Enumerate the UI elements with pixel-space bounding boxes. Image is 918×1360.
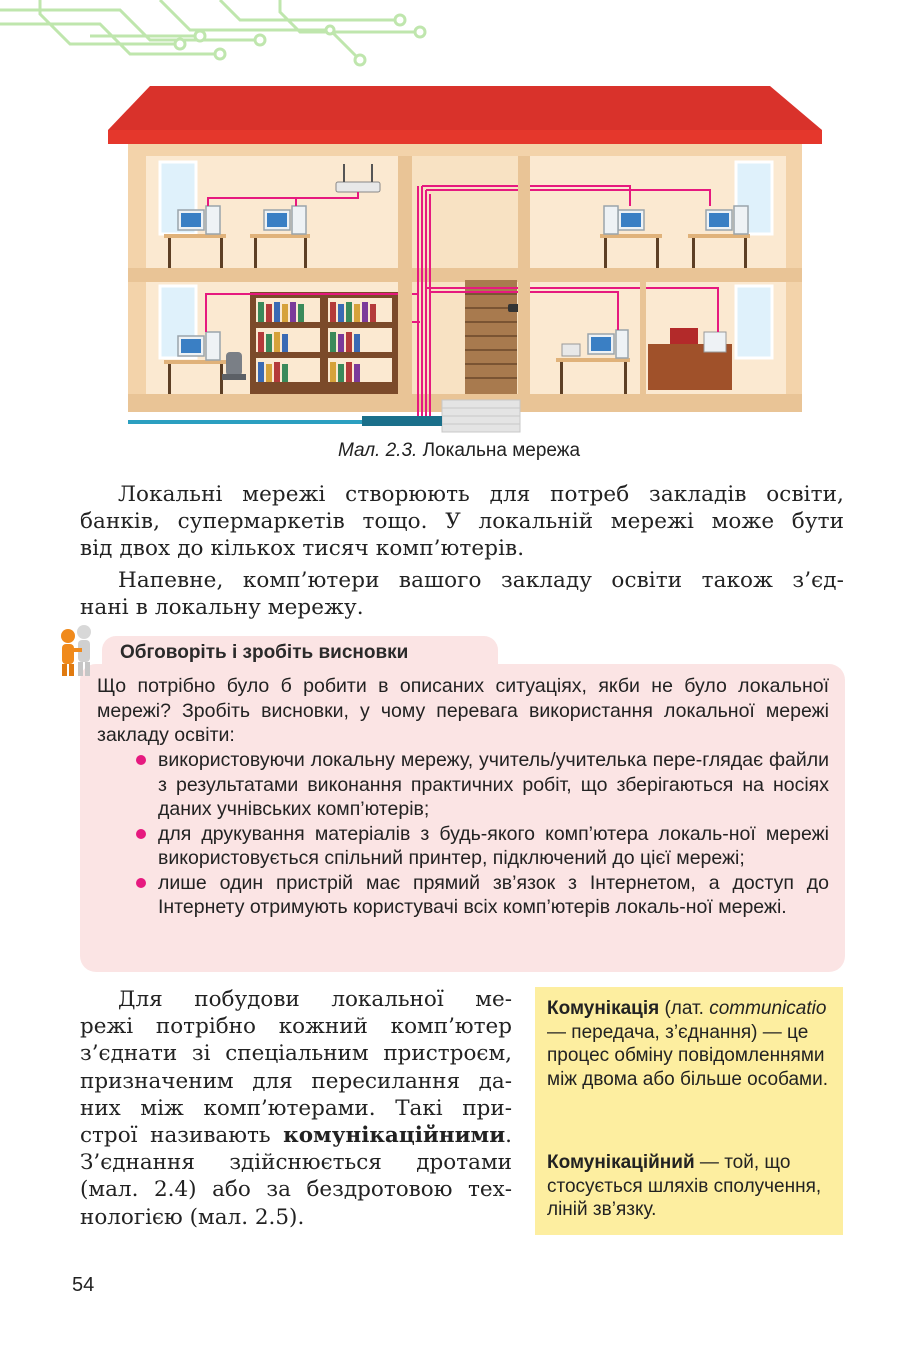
bullet-icon [136,755,146,765]
list-item [134,871,829,920]
paragraph-line [80,1122,512,1149]
paragraph-line: банків, супермаркетів тощо. У локальній мережі може бути [80,509,844,534]
paragraph-line: режі потрібно кожний комп’ютер [80,1014,512,1040]
ground-line [128,420,368,424]
discuss-title: Обговоріть і зробіть висновки [120,642,409,663]
paragraph-line: (мал. 2.4) або за бездротовою тех- [80,1177,512,1203]
paragraph-line: них між комп’ютерами. Такі при- [80,1095,512,1121]
paragraph-line: з’єднати зі спеціальним пристроєм, [80,1041,512,1067]
line-text: строї називають [80,1123,284,1149]
list-item-text: використовуючи локальну мережу, учитель/учителька пере-глядає файли з результатами виконання практичних робіт, що зберігаються на носіях даних учнівських комп’ютерів; [158,749,829,820]
bullet-icon [136,829,146,839]
paragraph-line: нологією (мал. 2.5). [80,1204,305,1230]
glossary-text: — той, що стосується шляхів сполучення, ліній зв’язку. [547,1152,822,1220]
glossary-box [535,987,843,1235]
paragraph-line: від двох до кількох тисяч комп’ютерів. [80,536,525,561]
discuss-list [134,748,829,920]
glossary-latin: communicatio [709,998,827,1019]
term-bold: комунікаційними [283,1123,506,1149]
glossary-term: Комунікація [547,998,660,1019]
paragraph-line: З’єднання здійснюється дротами [80,1150,512,1176]
list-item [134,748,829,822]
list-item-text: лише один пристрій має прямий зв’язок з Інтернетом, а доступ до Інтернету отримують користувачі всіх комп’ютерів локаль-ної мережі. [158,871,829,918]
paragraph-line: Для побудови локальної ме- [118,987,512,1012]
roof [108,86,822,130]
figure-caption [0,440,918,462]
glossary-term: Комунікаційний [547,1152,695,1173]
circuit-decoration [0,0,430,70]
list-item [134,822,829,871]
paragraph-2 [80,567,844,621]
paragraph-1 [80,481,844,562]
caption-label: Мал. 2.3. [337,440,418,461]
line-text: . [505,1123,512,1149]
list-item-text: для друкування матеріалів з будь-якого комп’ютера локаль-ної мережі використовується спільний принтер, підключений до цієї мережі; [158,822,829,869]
caption-text: Локальна мережа [417,440,581,461]
glossary-text: — передача, з’єднання) — це процес обміну повідомленнями між двома або більше особами. [547,1021,829,1090]
glossary-text: (лат. [659,998,704,1019]
body-bottom-text [80,986,512,1231]
bullet-icon [136,878,146,888]
router [336,182,380,192]
local-network-house-illustration [100,82,830,434]
paragraph-line: призначеним для пересилання да- [80,1068,512,1094]
discuss-intro: Що потрібно було б робити в описаних ситуаціях, якби не було локальної мережі? Зробіть висновки, у чому перевага використання локальної мережі закладу освіти: [97,675,829,746]
paragraph-line: нані в локальну мережу. [80,595,364,620]
paragraph-line: Локальні мережі створюють для потреб закладів освіти, [118,482,844,507]
discussion-people-icon [54,622,100,678]
page-number: 54 [72,1274,95,1296]
glossary-entry-1 [547,997,837,1091]
paragraph-line: Напевне, комп’ютери вашого закладу освіти також з’єд- [118,568,844,593]
glossary-entry-2 [547,1151,837,1222]
